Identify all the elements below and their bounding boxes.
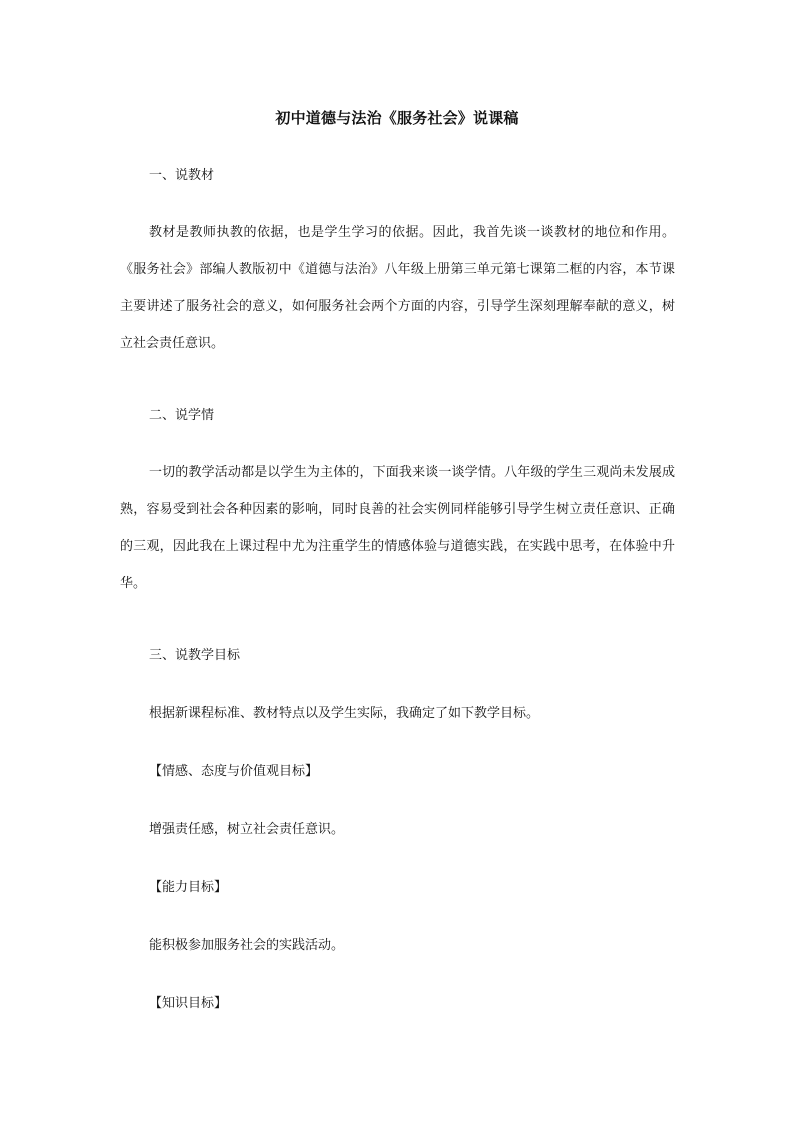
section-heading-materials: 一、说教材 — [149, 168, 215, 183]
section-heading-teaching-goals: 三、说教学目标 — [149, 648, 241, 663]
goal-label-ability: 【能力目标】 — [149, 880, 228, 895]
section-paragraph-materials: 教材是教师执教的依据，也是学生学习的依据。因此，我首先谈一谈教材的地位和作用。《服务社会》部编人教版初中《道德与法治》八年级上册第三单元第七课第二框的内容，本节课主要讲述了服务社会的意义，如何服务社会两个方面的内容，引导学生深刻理解奉献的意义，树立社会责任意识。 — [120, 225, 675, 351]
goal-label-values: 【情感、态度与价值观目标】 — [149, 764, 319, 779]
section-heading-students: 二、说学情 — [149, 408, 215, 423]
section-paragraph-students: 一切的教学活动都是以学生为主体的，下面我来谈一谈学情。八年级的学生三观尚未发展成熟，容易受到社会各种因素的影响，同时良善的社会实例同样能够引导学生树立责任意识、正确的三观，因此我在上课过程中尤为注重学生的情感体验与道德实践，在实践中思考，在体验中升华。 — [120, 465, 675, 591]
goal-text-ability: 能积极参加服务社会的实践活动。 — [149, 938, 345, 953]
section-paragraph-teaching-goals: 根据新课程标准、教材特点以及学生实际，我确定了如下教学目标。 — [149, 706, 540, 721]
goal-text-values: 增强责任感，树立社会责任意识。 — [149, 822, 345, 837]
document-title: 初中道德与法治《服务社会》说课稿 — [275, 109, 519, 127]
goal-label-knowledge: 【知识目标】 — [149, 996, 228, 1011]
